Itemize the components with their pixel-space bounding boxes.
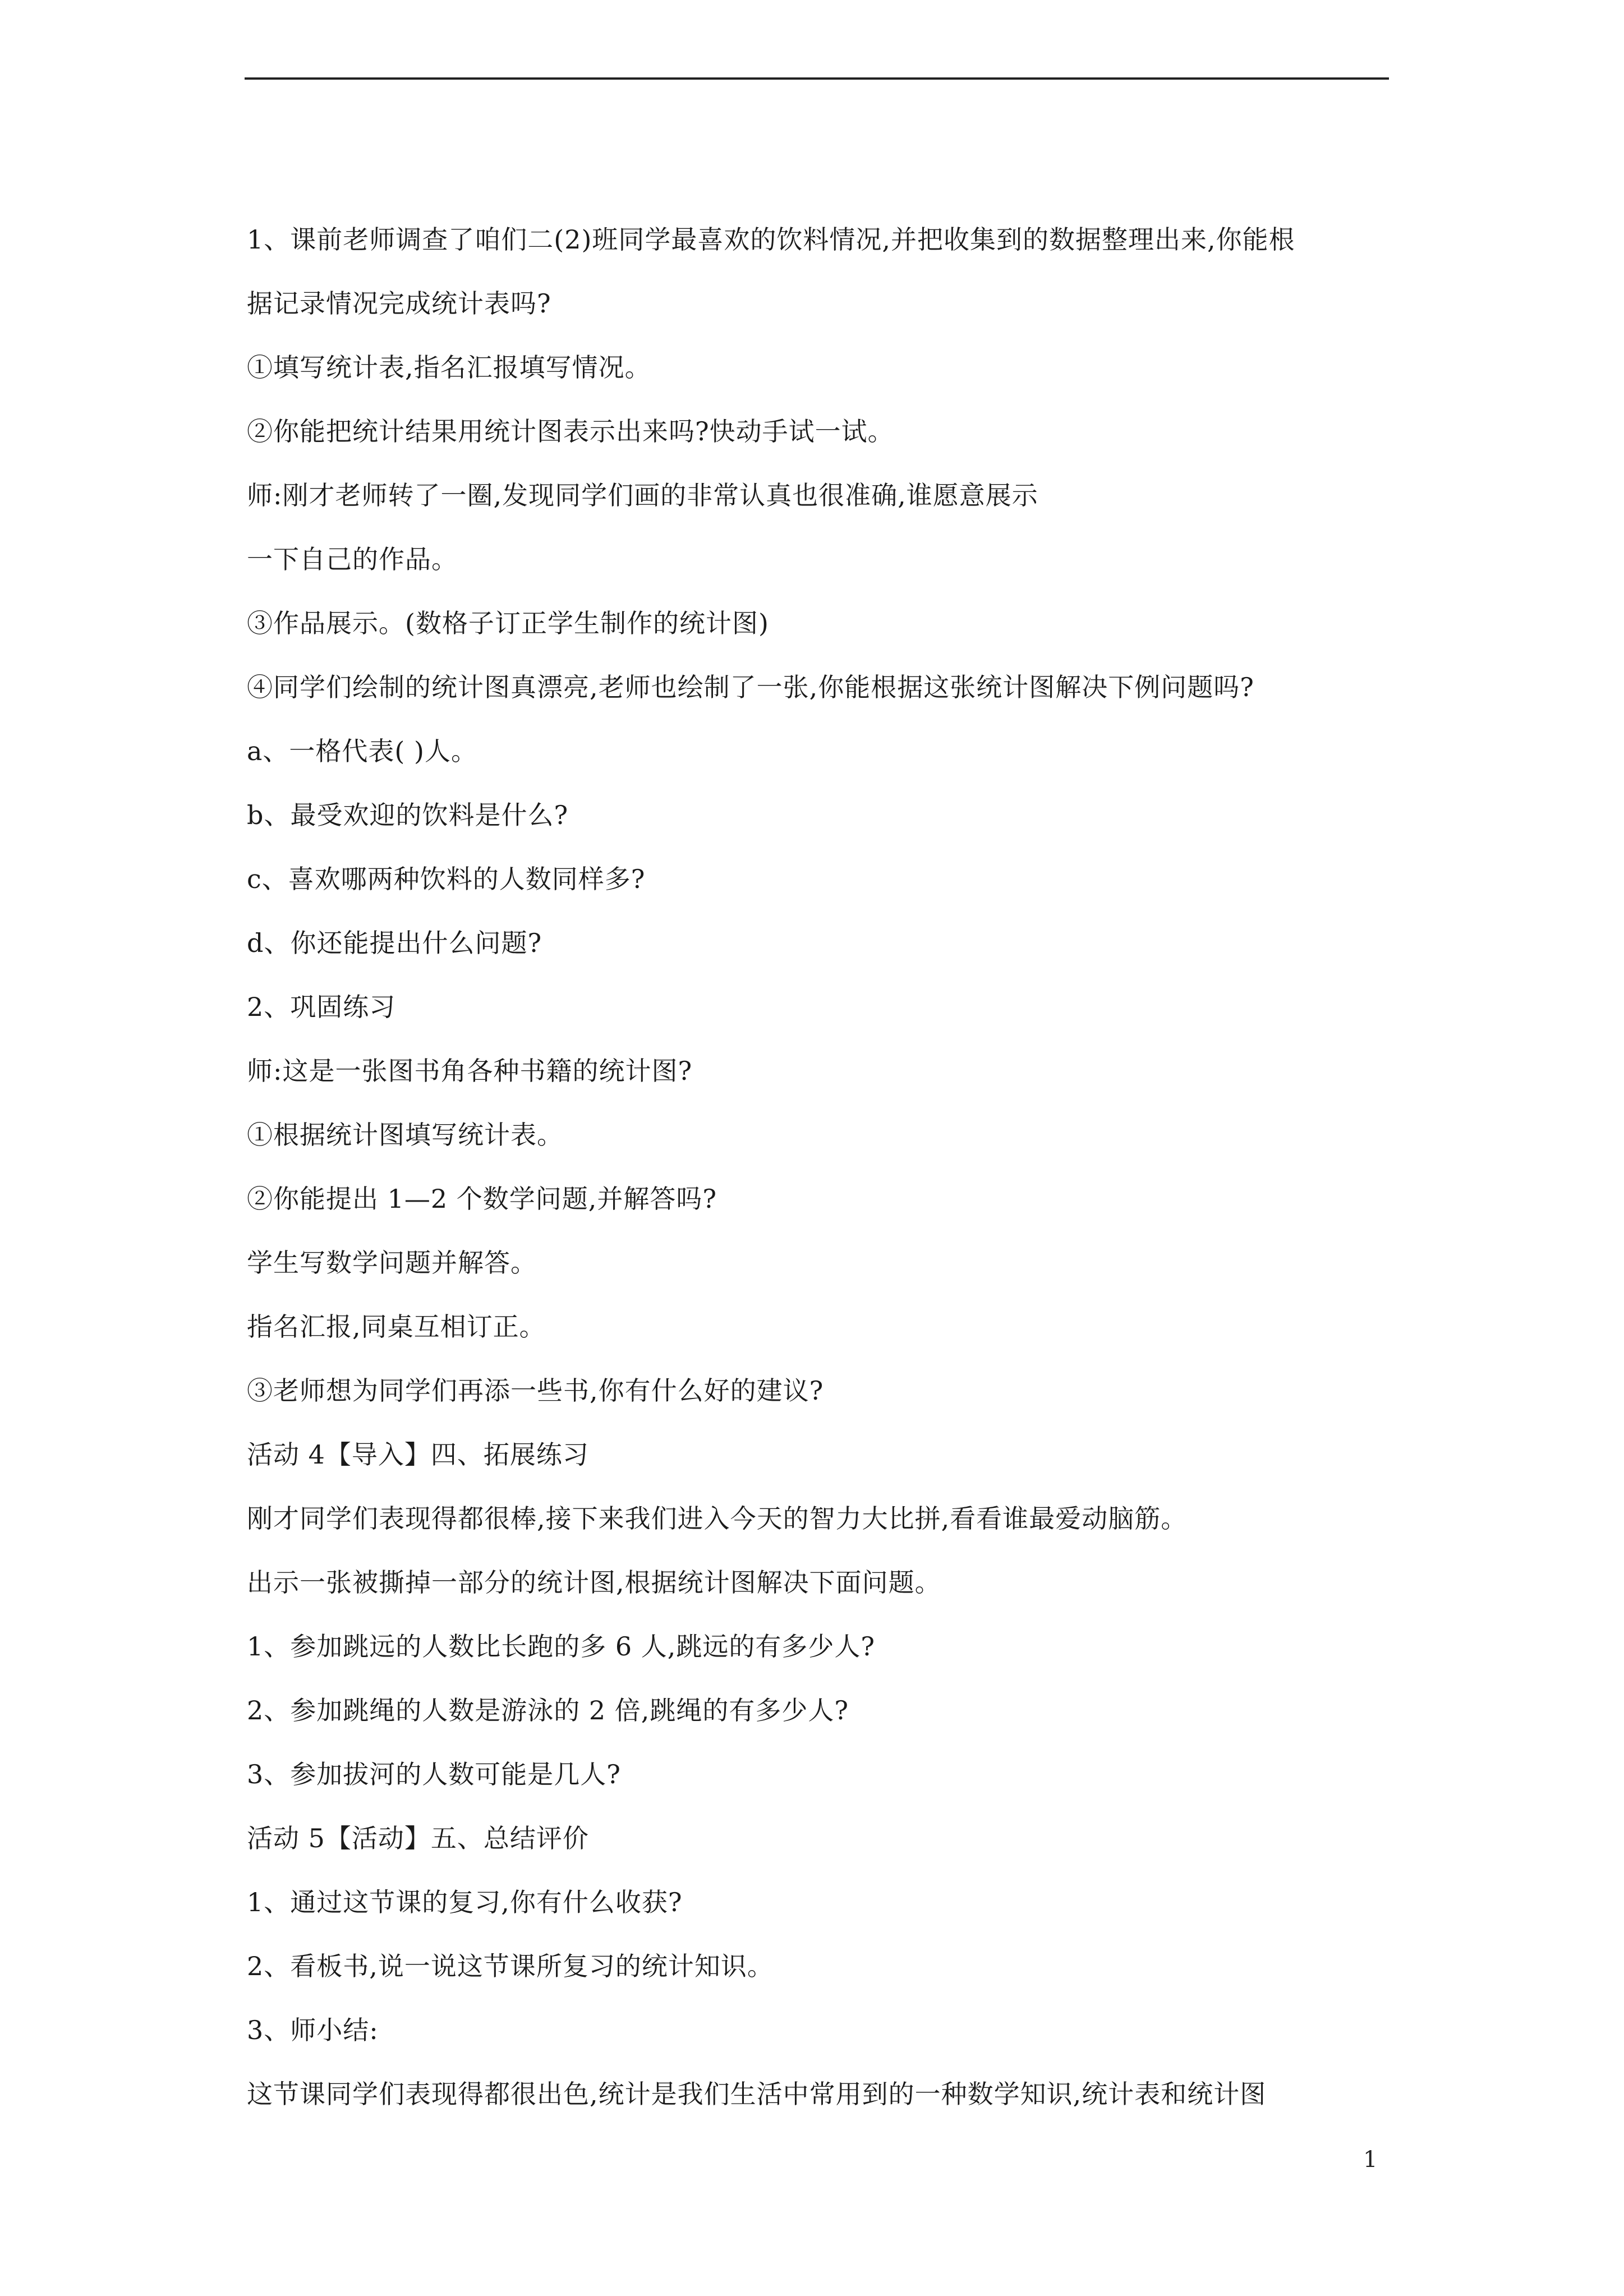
section-heading: 2、巩固练习 — [247, 992, 396, 1022]
paragraph-line: ②你能提出 1—2 个数学问题,并解答吗? — [247, 1184, 717, 1214]
paragraph-line: 3、师小结: — [247, 2015, 379, 2045]
paragraph-line: 2、看板书,说一说这节课所复习的统计知识。 — [247, 1951, 774, 1981]
paragraph-line: 2、参加跳绳的人数是游泳的 2 倍,跳绳的有多少人? — [247, 1695, 849, 1726]
paragraph-line: c、喜欢哪两种饮料的人数同样多? — [247, 864, 646, 894]
paragraph-line: 据记录情况完成统计表吗? — [247, 288, 551, 319]
paragraph-line: 3、参加拔河的人数可能是几人? — [247, 1759, 621, 1789]
paragraph-line: 出示一张被撕掉一部分的统计图,根据统计图解决下面问题。 — [247, 1567, 941, 1598]
paragraph-line: 1、通过这节课的复习,你有什么收获? — [247, 1887, 683, 1917]
document-body — [247, 208, 1391, 2126]
paragraph-line: b、最受欢迎的饮料是什么? — [247, 800, 569, 830]
paragraph-line: 刚才同学们表现得都很棒,接下来我们进入今天的智力大比拼,看看谁最爱动脑筋。 — [247, 1503, 1188, 1534]
paragraph-line: 这节课同学们表现得都很出色,统计是我们生活中常用到的一种数学知识,统计表和统计图 — [247, 2079, 1267, 2109]
paragraph-line: ④同学们绘制的统计图真漂亮,老师也绘制了一张,你能根据这张统计图解决下例问题吗? — [247, 672, 1254, 702]
paragraph-line: ③作品展示。(数格子订正学生制作的统计图) — [247, 608, 769, 638]
paragraph-line: a、一格代表( )人。 — [247, 736, 477, 766]
paragraph-line: ①根据统计图填写统计表。 — [247, 1120, 563, 1150]
paragraph-line: 指名汇报,同桌互相订正。 — [247, 1312, 546, 1342]
paragraph-line: 学生写数学问题并解答。 — [247, 1248, 537, 1278]
section-heading: 活动 4【导入】四、拓展练习 — [247, 1439, 589, 1470]
paragraph-line: 1、课前老师调查了咱们二(2)班同学最喜欢的饮料情况,并把收集到的数据整理出来,你能根 — [247, 224, 1295, 255]
paragraph-line: 师:这是一张图书角各种书籍的统计图? — [247, 1056, 693, 1086]
header-rule — [245, 77, 1389, 80]
paragraph-line: 师:刚才老师转了一圈,发现同学们画的非常认真也很准确,谁愿意展示 — [247, 480, 1038, 510]
paragraph-line: 1、参加跳远的人数比长跑的多 6 人,跳远的有多少人? — [247, 1631, 876, 1662]
paragraph-line: ②你能把统计结果用统计图表示出来吗?快动手试一试。 — [247, 416, 894, 447]
paragraph-line: ③老师想为同学们再添一些书,你有什么好的建议? — [247, 1375, 824, 1406]
section-heading: 活动 5【活动】五、总结评价 — [247, 1823, 589, 1853]
page-number: 1 — [1363, 2147, 1378, 2173]
paragraph-line: d、你还能提出什么问题? — [247, 928, 542, 958]
paragraph-line: ①填写统计表,指名汇报填写情况。 — [247, 352, 651, 383]
paragraph-line: 一下自己的作品。 — [247, 544, 458, 574]
